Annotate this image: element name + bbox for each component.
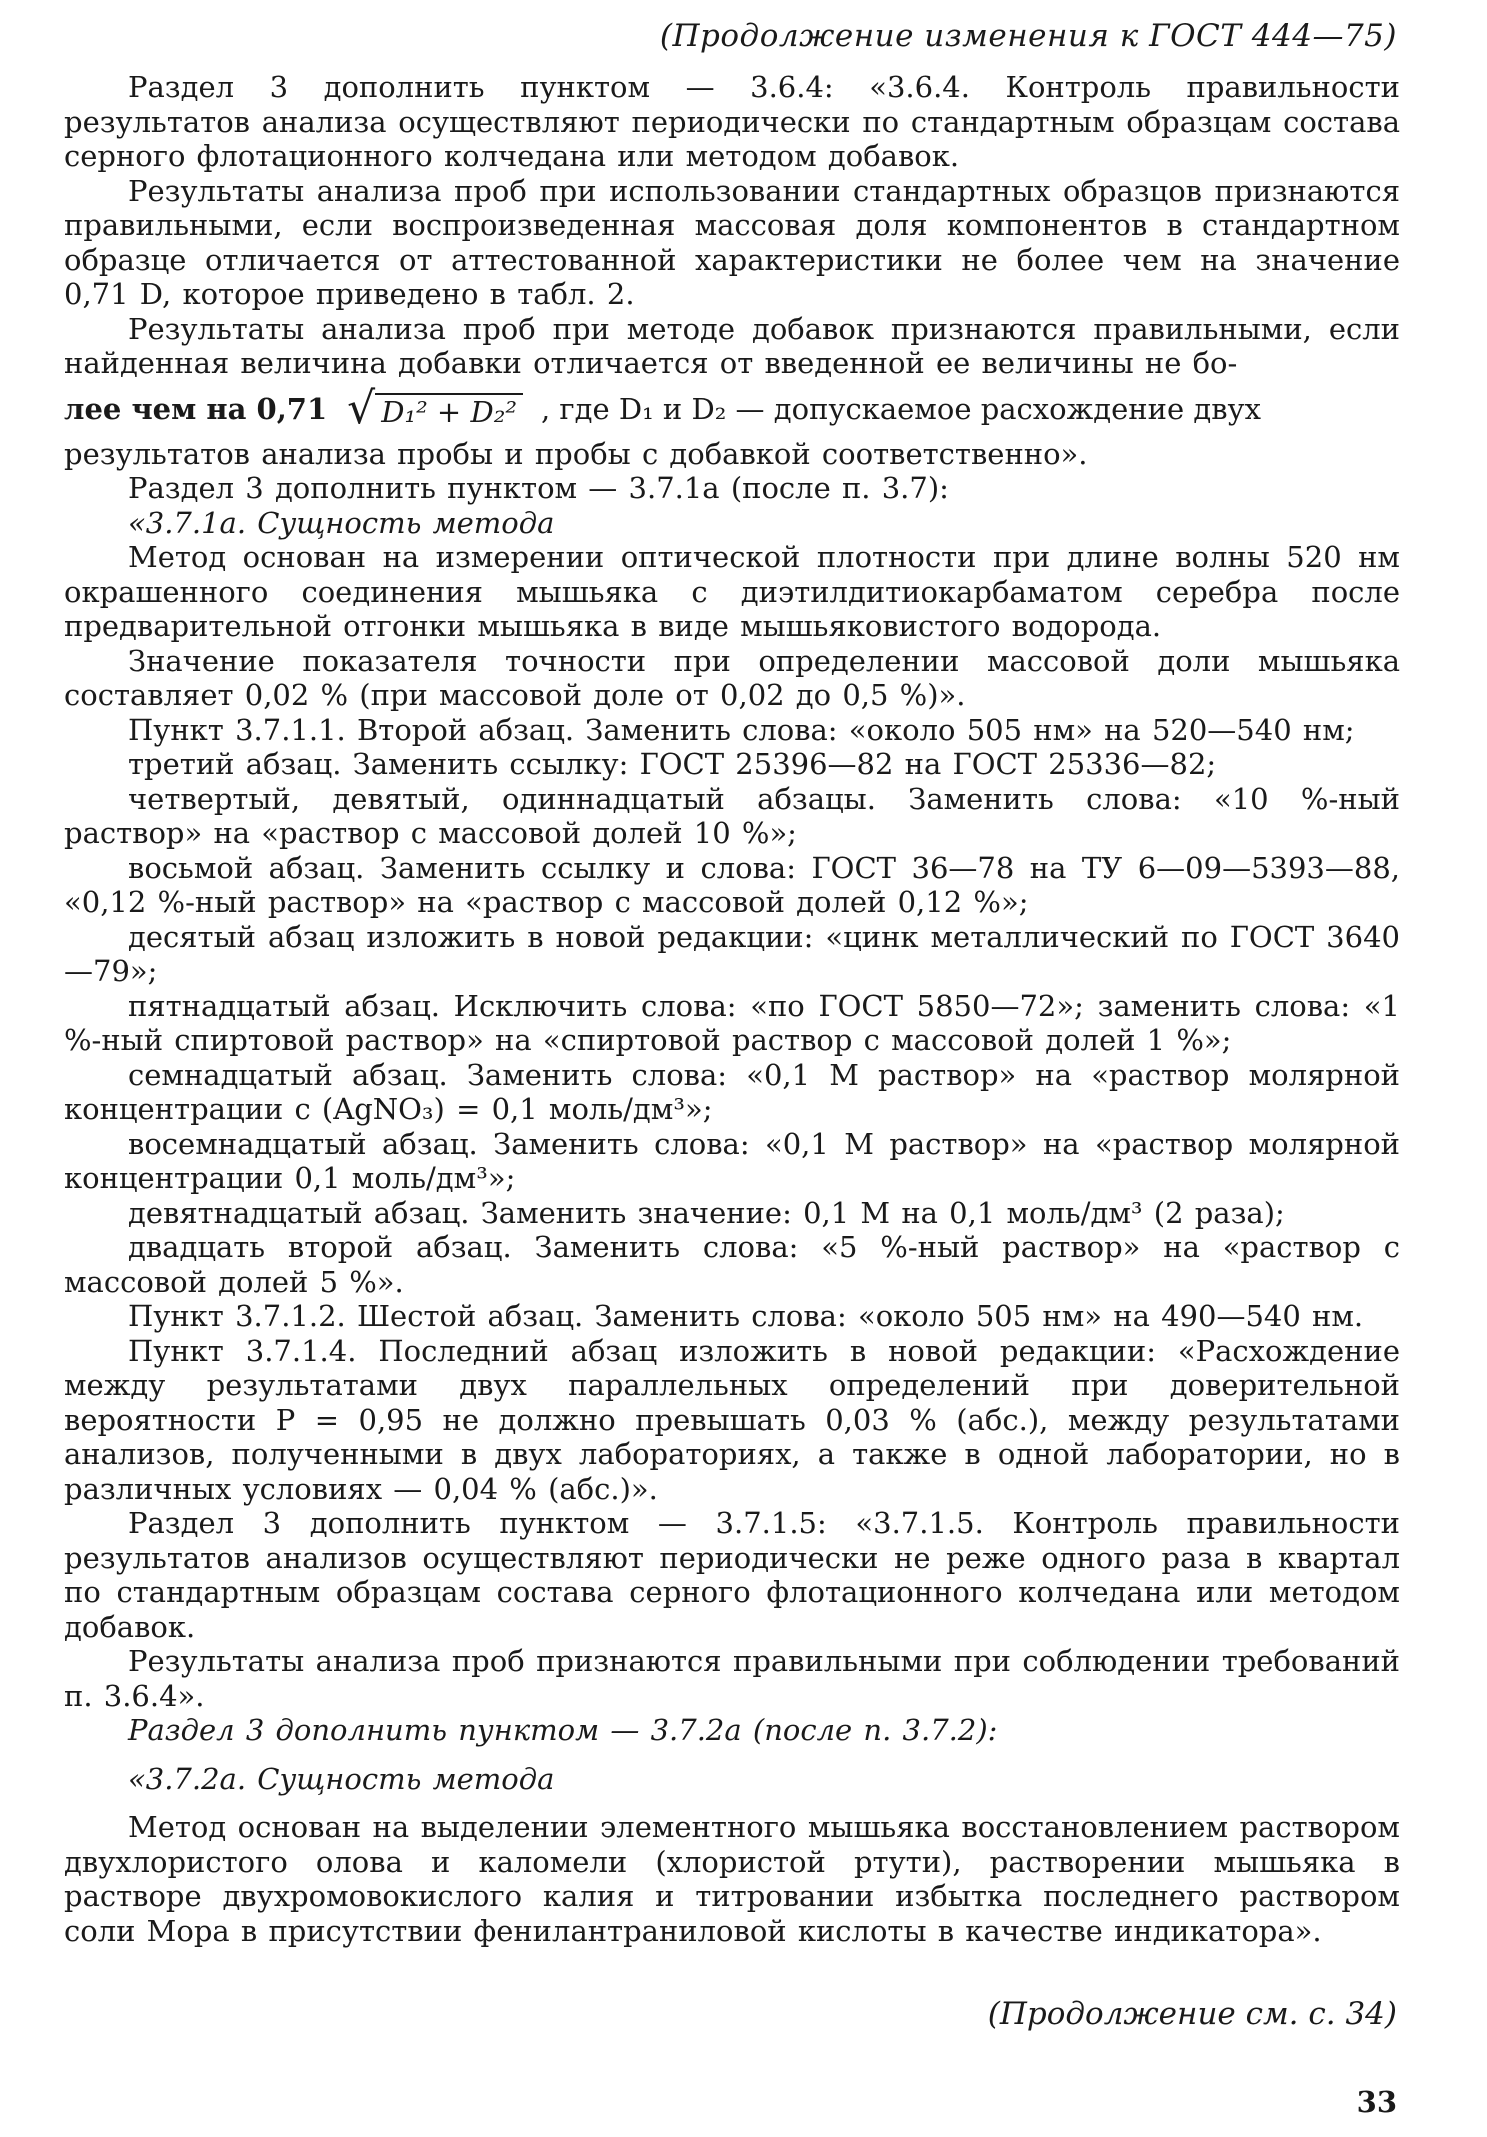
- spacer: [64, 1748, 1400, 1762]
- paragraph-12: десятый абзац изложить в новой редакции: «цинк металлический по ГОСТ 3640—79»;: [64, 919, 1400, 988]
- paragraph-22-text: Раздел 3 дополнить пунктом — 3.7.2а (после п. 3.7.2):: [128, 1713, 998, 1747]
- running-header: (Продолжение изменения к ГОСТ 444—75): [659, 18, 1397, 54]
- paragraph-21: Результаты анализа проб признаются правильными при соблюдении требований п. 3.6.4».: [64, 1644, 1400, 1713]
- square-root-formula: [347, 382, 523, 434]
- paragraph-19: Пункт 3.7.1.4. Последний абзац изложить в новой редакции: «Расхождение между результатами двух параллельных определений при доверительной вероятности P = 0,95 не должно превышать 0,03 % (абс.), между результатами анализов, полученными в двух лабораториях, а также в одной лаборатории, но в различных условиях — 0,04 % (абс.)».: [64, 1333, 1400, 1506]
- paragraph-9: третий абзац. Заменить ссылку: ГОСТ 25396—82 на ГОСТ 25336—82;: [128, 747, 1217, 781]
- paragraph-11: восьмой абзац. Заменить ссылку и слова: ГОСТ 36—78 на ТУ 6—09—5393—88, «0,12 %-ный раствор» на «раствор с массовой долей 0,12 %»;: [64, 850, 1400, 919]
- paragraph-14: семнадцатый абзац. Заменить слова: «0,1 М раствор» на «раствор молярной концентрации c (AgNO₃) = 0,1 моль/дм³»;: [64, 1057, 1400, 1126]
- paragraph-13: пятнадцатый абзац. Исключить слова: «по ГОСТ 5850—72»; заменить слова: «1 %-ный спиртовой раствор» на «спиртовой раствор с массовой долей 1 %»;: [64, 988, 1400, 1057]
- paragraph-6: Метод основан на измерении оптической плотности при длине волны 520 нм окрашенного соединения мышьяка с диэтилдитиокарбаматом серебра после предварительной отгонки мышьяка в виде мышьяковистого водорода.: [64, 540, 1400, 643]
- heading-text-2: «3.7.2а. Сущность метода: [128, 1761, 555, 1796]
- continuation-note: (Продолжение см. с. 34): [987, 1996, 1397, 2032]
- paragraph-22: [64, 1713, 1400, 1748]
- paragraph-16: девятнадцатый абзац. Заменить значение: 0,1 М на 0,1 моль/дм³ (2 раза);: [128, 1195, 1285, 1230]
- page-number: 33: [1356, 2085, 1397, 2119]
- section-heading-372a: [64, 1762, 1400, 1797]
- formula-radicand: D₁² + D₂²: [375, 393, 523, 429]
- radical-sign-icon: √: [347, 382, 376, 434]
- spacer-2: [64, 1796, 1400, 1810]
- section-heading-371a: [64, 506, 1400, 541]
- paragraph-15: восемнадцатый абзац. Заменить слова: «0,1 М раствор» на «раствор молярной концентрации 0,1 моль/дм³»;: [64, 1126, 1400, 1195]
- paragraph-20: Раздел 3 дополнить пунктом — 3.7.1.5: «3.7.1.5. Контроль правильности результатов анализов осуществляют периодически не реже одного раза в квартал по стандартным образцам состава серного флотационного колчедана или методом добавок.: [64, 1506, 1400, 1644]
- formula-tail: , где D₁ и D₂ — допускаемое расхождение двух: [540, 391, 1261, 426]
- heading-text: «3.7.1а. Сущность метода: [128, 505, 555, 540]
- paragraph-24: Метод основан на выделении элементного мышьяка восстановлением раствором двухлористого олова и каломели (хлористой ртути), растворении мышьяка в растворе двухромовокислого калия и титровании избытка последнего раствором соли Мора в присутствии фенилантраниловой кислоты в качестве индикатора».: [64, 1810, 1400, 1948]
- paragraph-3-end: результатов анализа пробы и пробы с добавкой соответственно».: [64, 436, 1088, 471]
- paragraph-2: Результаты анализа проб при использовании стандартных образцов признаются правильными, если воспроизведенная массовая доля компонентов в стандартном образце отличается от аттестованной характеристики не более чем на значение 0,71 D, которое приведено в табл. 2.: [64, 173, 1400, 311]
- document-body: [64, 70, 1400, 1948]
- paragraph-3: Результаты анализа проб при методе добавок признаются правильными, если найденная величина добавки отличается от введенной ее величины не бо-: [64, 311, 1400, 380]
- paragraph-7: Значение показателя точности при определении массовой доли мышьяка составляет 0,02 % (при массовой доле от 0,02 до 0,5 %)».: [64, 643, 1400, 712]
- paragraph-10: четвертый, девятый, одиннадцатый абзацы. Заменить слова: «10 %-ный раствор» на «раствор с массовой долей 10 %»;: [64, 781, 1400, 850]
- paragraph-1: Раздел 3 дополнить пунктом — 3.6.4: «3.6.4. Контроль правильности результатов анализа осуществляют периодически по стандартным образцам состава серного флотационного колчедана или методом добавок.: [64, 70, 1400, 173]
- formula-line: [64, 381, 1400, 437]
- formula-lead: лее чем на 0,71: [64, 391, 328, 426]
- paragraph-17: двадцать второй абзац. Заменить слова: «5 %-ный раствор» на «раствор с массовой долей 5 %».: [64, 1230, 1400, 1299]
- paragraph-8: Пункт 3.7.1.1. Второй абзац. Заменить слова: «около 505 нм» на 520—540 нм;: [128, 712, 1355, 747]
- paragraph-18: Пункт 3.7.1.2. Шестой абзац. Заменить слова: «около 505 нм» на 490—540 нм.: [128, 1299, 1364, 1333]
- paragraph-4: Раздел 3 дополнить пунктом — 3.7.1а (после п. 3.7):: [128, 471, 949, 505]
